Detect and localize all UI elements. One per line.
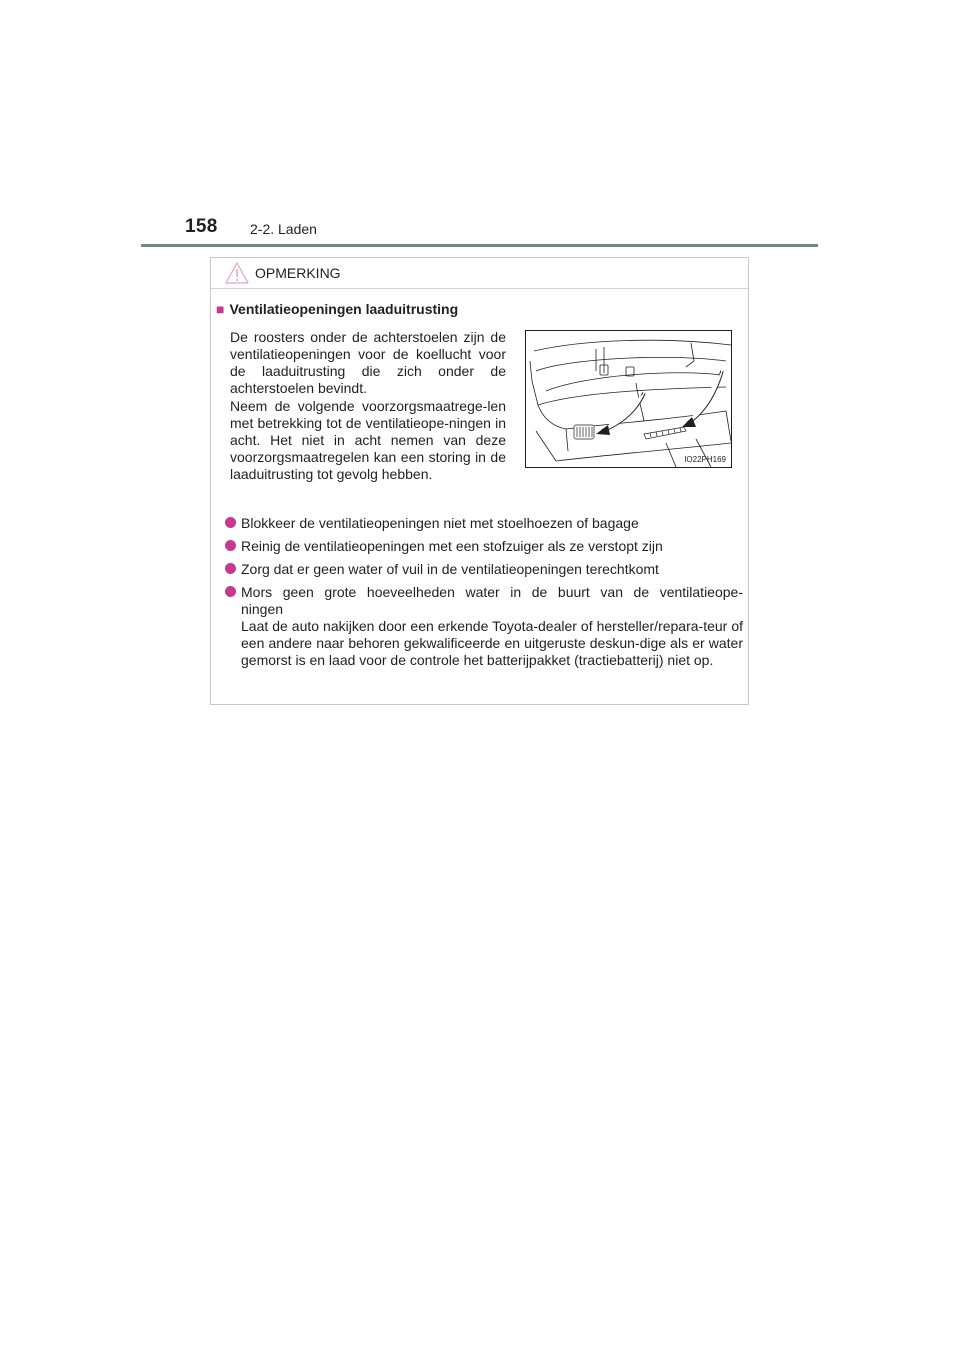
bullet-text-line-1: Mors geen grote hoeveelheden water in de buurt van de ventilatieope- bbox=[241, 584, 743, 600]
bullet-dot-icon bbox=[225, 586, 236, 597]
list-item bbox=[223, 584, 743, 669]
sub-heading bbox=[216, 301, 458, 317]
figure-code: IO22PH169 bbox=[684, 455, 726, 464]
list-item bbox=[223, 515, 743, 532]
page-number: 158 bbox=[185, 216, 218, 237]
bullet-text: Zorg dat er geen water of vuil in de ventilatieopeningen terechtkomt bbox=[241, 561, 659, 577]
bullet-dot-icon bbox=[225, 540, 236, 551]
sub-heading-text: Ventilatieopeningen laaduitrusting bbox=[229, 301, 459, 317]
bullet-list bbox=[223, 515, 743, 675]
list-item bbox=[223, 561, 743, 578]
bullet-dot-icon bbox=[225, 517, 236, 528]
bullet-continuation: Laat de auto nakijken door een erkende Toyota-dealer of hersteller/repara-teur of een andere naar behoren gekwalificeerde en uitgeruste deskun-dige als er water gemorst is en laad voor de controle het batterijpakket (tractiebatterij) niet op. bbox=[241, 618, 743, 668]
bullet-dot-icon bbox=[225, 563, 236, 574]
notice-header bbox=[211, 258, 748, 289]
paragraph-2: Neem de volgende voorzorgsmaatrege-len met betrekking tot de ventilatieope-ningen in acht. Het niet in acht nemen van deze voorzorgsmaatregelen kan een storing in de laaduitrusting tot gevolg hebben. bbox=[230, 398, 506, 482]
bullet-text-line-2: ningen bbox=[241, 601, 284, 617]
bullet-text: Reinig de ventilatieopeningen met een stofzuiger als ze verstopt zijn bbox=[241, 538, 663, 554]
warning-triangle-icon bbox=[225, 262, 249, 284]
rear-seat-illustration bbox=[525, 330, 732, 468]
header-rule bbox=[141, 244, 818, 247]
paragraph-1: De roosters onder de achterstoelen zijn de ventilatieopeningen voor de koellucht voor de laaduitrusting die zich onder de achterstoelen bevindt. bbox=[230, 329, 506, 396]
section-title: 2-2. Laden bbox=[250, 221, 317, 237]
list-item bbox=[223, 538, 743, 555]
rear-seat-vent-drawing bbox=[526, 331, 732, 468]
bullet-text: Blokkeer de ventilatieopeningen niet met stoelhoezen of bagage bbox=[241, 515, 639, 531]
square-marker-icon: ■ bbox=[216, 301, 225, 317]
notice-title: OPMERKING bbox=[255, 265, 341, 281]
notice-box bbox=[210, 257, 749, 705]
